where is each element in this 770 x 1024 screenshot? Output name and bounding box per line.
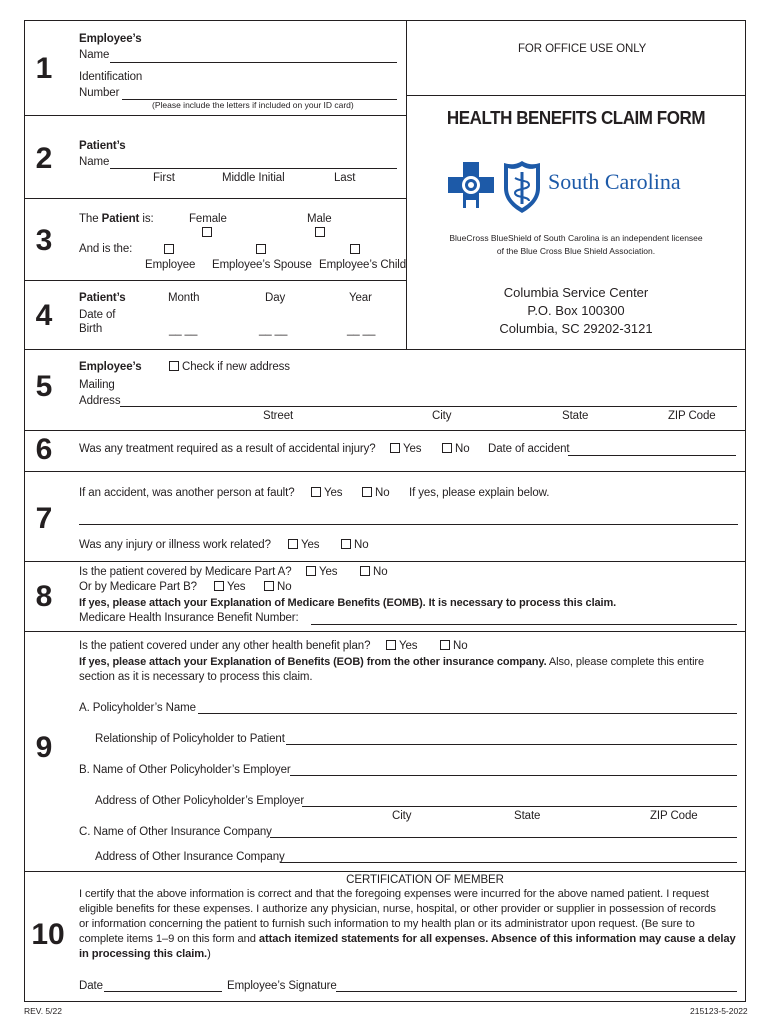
date-of-label: Date of: [79, 309, 116, 321]
street-label: Street: [263, 410, 294, 422]
medicare-number-field[interactable]: [311, 624, 737, 625]
office-use-label: FOR OFFICE USE ONLY: [518, 43, 647, 55]
new-address-option[interactable]: Check if new address: [169, 361, 290, 373]
address-label: Address: [79, 395, 121, 407]
patients-label: Patient’s: [79, 140, 126, 152]
date-of-accident-field[interactable]: [568, 455, 736, 456]
employees-mailing-label: Employee’s: [79, 361, 142, 373]
accident-no-option[interactable]: No: [442, 443, 470, 455]
id-card-note: (Please include the letters if included on your ID card): [152, 100, 354, 110]
month-field[interactable]: __ __: [169, 324, 198, 336]
date-of-accident-label: Date of accident: [488, 443, 570, 455]
section-number-4: 4: [35, 299, 53, 332]
employee-checkbox[interactable]: [164, 244, 174, 254]
last-label: Last: [334, 172, 356, 184]
city-label: City: [432, 410, 452, 422]
medicare-a-no-option[interactable]: No: [360, 566, 388, 578]
and-is-the-label: And is the:: [79, 243, 133, 255]
employees-label: Employee’s: [79, 33, 142, 45]
explain-label: If yes, please explain below.: [409, 487, 550, 499]
brand-name: South Carolina: [548, 169, 681, 194]
fault-yes-option[interactable]: Yes: [311, 487, 342, 499]
birth-label: Birth: [79, 323, 103, 335]
female-label: Female: [189, 213, 227, 225]
other-plan-yes-checkbox[interactable]: [386, 640, 396, 650]
other-plan-no-checkbox[interactable]: [440, 640, 450, 650]
employer-address-label: Address of Other Policyholder’s Employer: [95, 795, 305, 807]
patient-name-field[interactable]: [110, 168, 397, 169]
relationship-label: Relationship of Policyholder to Patient: [95, 733, 285, 745]
other-plan-yes-option[interactable]: Yes: [386, 640, 417, 652]
section-number-9: 9: [35, 731, 53, 764]
medicare-a-question: Is the patient covered by Medicare Part A?: [79, 566, 292, 578]
section-number-7: 7: [35, 502, 53, 535]
fault-no-checkbox[interactable]: [362, 487, 372, 497]
explanation-field[interactable]: [79, 524, 738, 525]
medicare-a-yes-checkbox[interactable]: [306, 566, 316, 576]
year-field[interactable]: __ __: [347, 324, 376, 336]
female-checkbox[interactable]: [202, 227, 212, 237]
city-label-9: City: [392, 810, 412, 822]
service-center-po-box: P.O. Box 100300: [527, 303, 625, 318]
year-label: Year: [349, 292, 372, 304]
eomb-instruction: If yes, please attach your Explanation of Medicare Benefits (EOMB). It is necessary to process this claim.: [79, 597, 617, 609]
bcbs-logo: [446, 160, 706, 214]
work-no-checkbox[interactable]: [341, 539, 351, 549]
insurance-address-field[interactable]: [280, 862, 737, 863]
spouse-checkbox[interactable]: [256, 244, 266, 254]
other-insurance-field[interactable]: [270, 837, 737, 838]
employee-name-label: Name: [79, 49, 110, 61]
medicare-b-no-option[interactable]: No: [264, 581, 292, 593]
signature-field[interactable]: [336, 991, 737, 992]
number-label: Number: [79, 87, 120, 99]
other-insurance-label: C. Name of Other Insurance Company: [79, 826, 272, 838]
other-plan-question: Is the patient covered under any other health benefit plan?: [79, 640, 371, 652]
child-option-label: Employee’s Child: [319, 259, 407, 271]
certification-line-1: I certify that the above information is correct and that the foregoing expenses were incurred for the above named patient. I request: [79, 888, 709, 900]
medicare-b-yes-checkbox[interactable]: [214, 581, 224, 591]
medicare-number-label: Medicare Health Insurance Benefit Number:: [79, 612, 299, 624]
section-number-6: 6: [35, 433, 53, 466]
policyholder-name-field[interactable]: [198, 713, 737, 714]
disclaimer-line-2: of the Blue Cross Blue Shield Association.: [496, 246, 656, 256]
section-number-1: 1: [35, 52, 53, 85]
form-code: 215123-5-2022: [690, 1006, 748, 1016]
service-center-name: Columbia Service Center: [503, 285, 649, 300]
service-center-city: Columbia, SC 29202-3121: [499, 321, 653, 336]
employer-address-field[interactable]: [302, 806, 737, 807]
accident-yes-option[interactable]: Yes: [390, 443, 421, 455]
section-number-8: 8: [35, 580, 53, 613]
fault-yes-checkbox[interactable]: [311, 487, 321, 497]
employee-name-field[interactable]: [110, 62, 397, 63]
male-label: Male: [307, 213, 332, 225]
fault-question: If an accident, was another person at fault?: [79, 487, 295, 499]
other-employer-label: B. Name of Other Policyholder’s Employer: [79, 764, 291, 776]
identification-label: Identification: [79, 71, 143, 83]
other-employer-field[interactable]: [290, 775, 737, 776]
certification-line-3: or information concerning the patient to furnish such information to my health plan or its administrator upon request. (Be sure to: [79, 918, 695, 930]
new-address-checkbox[interactable]: [169, 361, 179, 371]
accident-no-checkbox[interactable]: [442, 443, 452, 453]
certification-line-2: eligible benefits for these expenses. I authorize any physician, nurse, hospital, or other provider or supplier in possession of records: [79, 903, 716, 915]
date-label: Date: [79, 980, 103, 992]
eob-instruction: If yes, please attach your Explanation of Benefits (EOB) from the other insurance company. Also, please complete this entire: [79, 656, 704, 668]
patient-is-label: The Patient is:: [79, 213, 154, 225]
signature-label: Employee’s Signature: [227, 980, 337, 992]
relationship-field[interactable]: [286, 744, 737, 745]
medicare-b-no-checkbox[interactable]: [264, 581, 274, 591]
insurance-address-label: Address of Other Insurance Company: [95, 851, 285, 863]
zip-label-9: ZIP Code: [650, 810, 698, 822]
work-related-question: Was any injury or illness work related?: [79, 539, 271, 551]
middle-initial-label: Middle Initial: [222, 172, 285, 184]
accident-yes-checkbox[interactable]: [390, 443, 400, 453]
day-field[interactable]: __ __: [259, 324, 288, 336]
policyholder-name-label: A. Policyholder’s Name: [79, 702, 196, 714]
medicare-b-question: Or by Medicare Part B?: [79, 581, 197, 593]
work-yes-checkbox[interactable]: [288, 539, 298, 549]
first-label: First: [153, 172, 175, 184]
mailing-address-field[interactable]: [120, 406, 737, 407]
blue-shield-icon: [502, 160, 542, 214]
section-number-3: 3: [35, 224, 53, 257]
blue-cross-icon: [446, 160, 496, 212]
certification-line-4: complete items 1–9 on this form and attach itemized statements for all expenses. Absence of this information may cause a delay: [79, 933, 736, 945]
work-yes-option[interactable]: Yes: [288, 539, 319, 551]
mailing-label: Mailing: [79, 379, 115, 391]
disclaimer-line-1: BlueCross BlueShield of South Carolina is an independent licensee: [449, 233, 703, 243]
form-title: HEALTH BENEFITS CLAIM FORM: [446, 107, 706, 128]
accident-question: Was any treatment required as a result of accidental injury?: [79, 443, 376, 455]
date-field[interactable]: [104, 991, 222, 992]
zip-label: ZIP Code: [668, 410, 716, 422]
day-label: Day: [265, 292, 286, 304]
month-label: Month: [168, 292, 200, 304]
certification-heading: CERTIFICATION OF MEMBER: [346, 874, 504, 886]
spouse-option-label: Employee’s Spouse: [212, 259, 312, 271]
state-label-9: State: [514, 810, 541, 822]
medicare-b-yes-option[interactable]: Yes: [214, 581, 245, 593]
revision-label: REV. 5/22: [24, 1006, 62, 1016]
medicare-a-yes-option[interactable]: Yes: [306, 566, 337, 578]
patient-name-label: Name: [79, 156, 110, 168]
employee-option-label: Employee: [145, 259, 196, 271]
eob-instruction-line-2: section as it is necessary to process this claim.: [79, 671, 313, 683]
certification-line-5: in processing this claim.): [79, 948, 211, 960]
state-label: State: [562, 410, 589, 422]
male-checkbox[interactable]: [315, 227, 325, 237]
section-number-5: 5: [35, 370, 53, 403]
section-number-2: 2: [35, 142, 53, 175]
patients-dob-label: Patient’s: [79, 292, 126, 304]
fault-no-option[interactable]: No: [362, 487, 390, 499]
child-checkbox[interactable]: [350, 244, 360, 254]
section-number-10: 10: [31, 918, 65, 951]
work-no-option[interactable]: No: [341, 539, 369, 551]
other-plan-no-option[interactable]: No: [440, 640, 468, 652]
medicare-a-no-checkbox[interactable]: [360, 566, 370, 576]
